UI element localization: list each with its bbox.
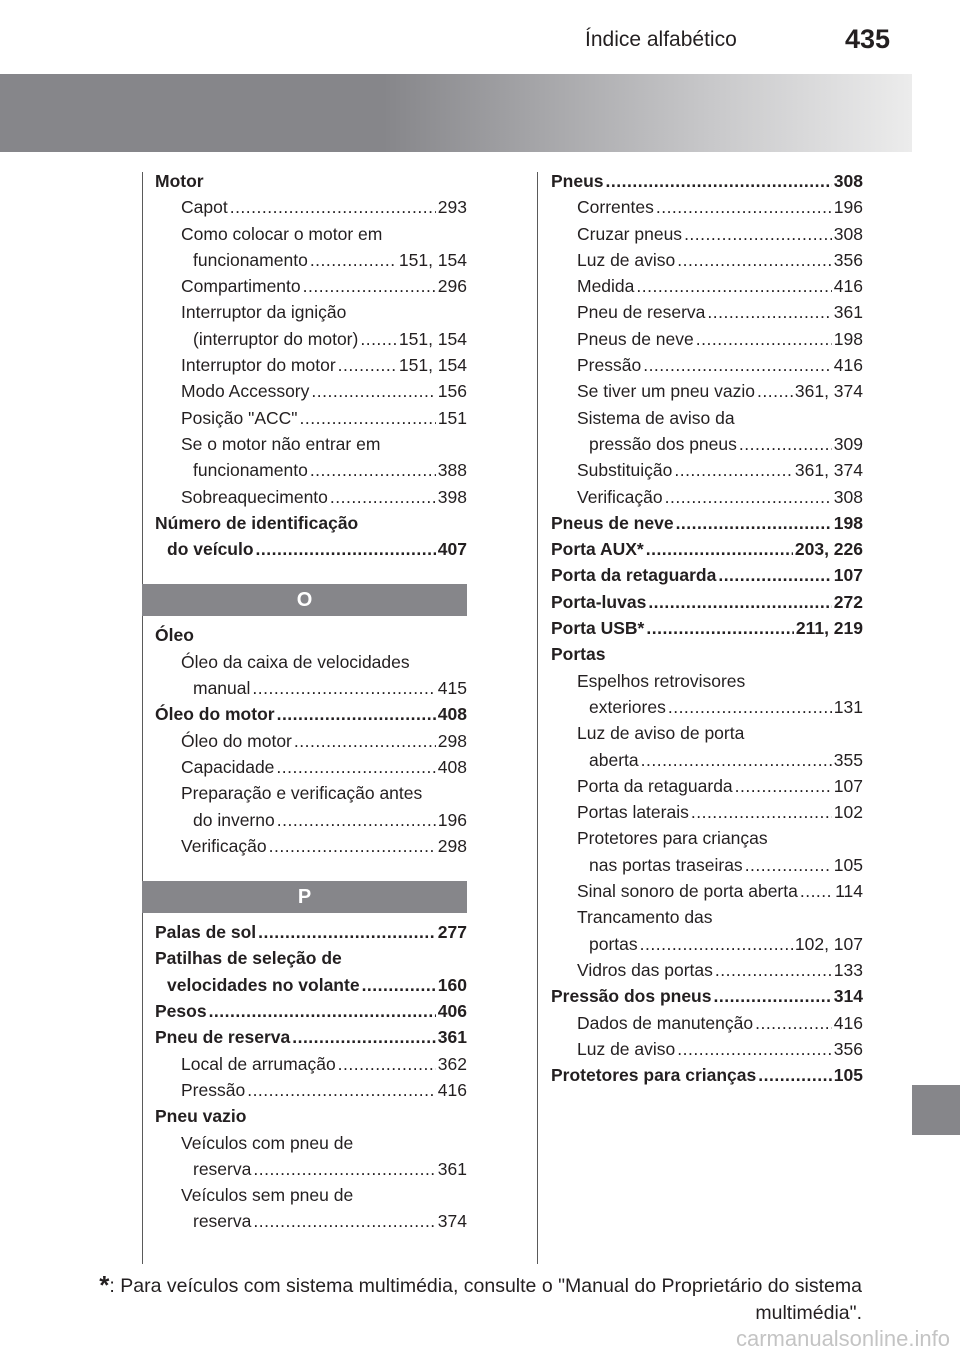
dot-leader [656, 194, 832, 220]
index-entry [551, 352, 863, 378]
dot-leader [718, 562, 831, 588]
index-entry [155, 701, 467, 727]
dot-leader [739, 431, 832, 457]
entry-term: Correntes [577, 197, 654, 218]
entry-page-number: 309 [833, 433, 863, 454]
right-index-column [551, 168, 863, 1088]
dot-leader [303, 273, 436, 299]
entry-term: Pneu de reserva [577, 302, 706, 323]
dot-leader [755, 1010, 832, 1036]
entry-page-number: 105 [833, 854, 863, 875]
entry-term: Porta USB* [551, 618, 645, 639]
dot-leader [745, 852, 832, 878]
index-entry [155, 1208, 467, 1234]
index-entry [155, 378, 467, 404]
entry-page-number: 105 [833, 1065, 863, 1086]
dot-leader [330, 484, 436, 510]
entry-term: exteriores [589, 696, 666, 717]
entry-page-number: 151, 154 [398, 355, 467, 376]
dot-leader [641, 747, 832, 773]
entry-page-number: 308 [833, 486, 863, 507]
index-entry [155, 221, 467, 247]
entry-page-number: 198 [833, 512, 863, 533]
index-entry [551, 299, 863, 325]
entry-term: pressão dos pneus [589, 433, 737, 454]
index-entry [551, 484, 863, 510]
entry-term: Porta da retaguarda [577, 775, 733, 796]
index-entry [551, 668, 863, 694]
entry-page-number: 374 [437, 1211, 467, 1232]
dot-leader [757, 378, 793, 404]
dot-leader [713, 983, 831, 1009]
entry-page-number: 416 [833, 355, 863, 376]
entry-term: Pneus de neve [577, 328, 694, 349]
entry-term: Óleo [155, 625, 194, 646]
dot-leader [277, 807, 436, 833]
entry-page-number: 107 [833, 565, 863, 586]
entry-term: Portas [551, 644, 606, 665]
index-entry [155, 1182, 467, 1208]
entry-page-number: 102 [833, 802, 863, 823]
entry-term: Porta AUX* [551, 539, 644, 560]
entry-page-number: 362 [437, 1053, 467, 1074]
entry-page-number: 133 [833, 959, 863, 980]
dot-leader [253, 1208, 435, 1234]
dot-leader [258, 919, 436, 945]
entry-term: Luz de aviso [577, 249, 676, 270]
dot-leader [646, 536, 793, 562]
dot-leader [674, 457, 793, 483]
entry-term: Se o motor não entrar em [181, 433, 381, 454]
entry-term: Preparação e verificação antes [181, 783, 423, 804]
index-entry [155, 536, 467, 562]
entry-term: aberta [589, 749, 639, 770]
dot-leader [646, 615, 793, 641]
index-entry [155, 649, 467, 675]
index-entry [551, 431, 863, 457]
index-entry [551, 1010, 863, 1036]
entry-page-number: 198 [833, 328, 863, 349]
left-column-rule [142, 172, 143, 1264]
entry-page-number: 408 [437, 704, 467, 725]
entry-term: reserva [193, 1158, 252, 1179]
entry-page-number: 308 [833, 223, 863, 244]
entry-page-number: 361 [437, 1158, 467, 1179]
entry-page-number: 151 [437, 407, 467, 428]
index-entry [551, 694, 863, 720]
side-thumb-tab [912, 1085, 960, 1135]
entry-page-number: 398 [437, 486, 467, 507]
watermark: carmanualsonline.info [735, 1326, 950, 1351]
dot-leader [294, 728, 436, 754]
dot-leader [758, 1062, 832, 1088]
index-entry [551, 799, 863, 825]
index-entry [155, 510, 467, 536]
header-title: Índice alfabético [585, 28, 737, 51]
entry-term: Pressão dos pneus [551, 986, 712, 1007]
dot-leader [643, 352, 832, 378]
entry-term: funcionamento [193, 460, 308, 481]
entry-page-number: 361 [833, 302, 863, 323]
entry-term: Luz de aviso de porta [577, 723, 745, 744]
entry-page-number: 107 [833, 775, 863, 796]
entry-term: velocidades no volante [167, 974, 360, 995]
index-entry [551, 273, 863, 299]
footnote [92, 1272, 862, 1327]
index-entry [551, 773, 863, 799]
dot-leader [362, 972, 436, 998]
dot-leader [676, 510, 832, 536]
dot-leader [648, 589, 831, 615]
dot-leader [252, 675, 435, 701]
entry-term: Capacidade [181, 756, 275, 777]
index-entry [551, 326, 863, 352]
entry-page-number: 114 [835, 881, 863, 902]
entry-term: Número de identificação [155, 512, 359, 533]
index-entry [155, 1103, 467, 1129]
entry-term: Pneu vazio [155, 1106, 247, 1127]
entry-term: Óleo da caixa de velocidades [181, 651, 410, 672]
entry-term: Interruptor do motor [181, 355, 336, 376]
entry-page-number: 102, 107 [794, 933, 863, 954]
dot-leader [310, 247, 397, 273]
entry-term: Modo Accessory [181, 381, 310, 402]
index-entry [155, 194, 467, 220]
index-entry [155, 728, 467, 754]
dot-leader [707, 299, 831, 325]
dot-leader [696, 326, 832, 352]
entry-page-number: 361 [437, 1027, 467, 1048]
index-entry [155, 457, 467, 483]
index-entry [551, 405, 863, 431]
dot-leader [606, 168, 832, 194]
entry-page-number: 388 [437, 460, 467, 481]
index-entry [551, 904, 863, 930]
entry-page-number: 298 [437, 835, 467, 856]
index-entry [551, 457, 863, 483]
index-entry [551, 510, 863, 536]
index-entry [155, 484, 467, 510]
dot-leader [277, 701, 436, 727]
index-entry [551, 247, 863, 273]
dot-leader [677, 247, 832, 273]
entry-page-number: 196 [833, 197, 863, 218]
entry-term: Veículos sem pneu de [181, 1185, 354, 1206]
index-entry [551, 589, 863, 615]
entry-page-number: 415 [437, 678, 467, 699]
entry-page-number: 308 [833, 171, 863, 191]
index-entry [155, 1130, 467, 1156]
index-entry [155, 405, 467, 431]
entry-page-number: 298 [437, 730, 467, 751]
entry-term: manual [193, 678, 251, 699]
entry-page-number: 361, 374 [794, 460, 863, 481]
index-entry [155, 807, 467, 833]
index-entry [551, 615, 863, 641]
entry-term: Pressão [577, 355, 642, 376]
index-entry [155, 919, 467, 945]
entry-page-number: 211, 219 [795, 618, 863, 639]
section-header-p: P [142, 881, 467, 913]
entry-term: Substituição [577, 460, 673, 481]
index-entry [155, 972, 467, 998]
entry-page-number: 416 [833, 276, 863, 297]
entry-page-number: 151, 154 [398, 249, 467, 270]
index-entry [551, 641, 863, 667]
entry-page-number: 406 [437, 1001, 467, 1022]
entry-page-number: 314 [833, 986, 863, 1007]
entry-term: nas portas traseiras [589, 854, 743, 875]
entry-term: Capot [181, 197, 228, 218]
index-entry [155, 431, 467, 457]
index-entry [551, 878, 863, 904]
entry-term: Cruzar pneus [577, 223, 683, 244]
entry-term: Portas laterais [577, 802, 689, 823]
entry-page-number: 416 [833, 1012, 863, 1033]
entry-term: Como colocar o motor em [181, 223, 383, 244]
index-entry [551, 536, 863, 562]
index-entry [155, 1024, 467, 1050]
entry-term: Medida [577, 276, 635, 297]
dot-leader [300, 405, 436, 431]
index-entry [551, 562, 863, 588]
section-header-o: O [142, 584, 467, 616]
dot-leader [640, 931, 793, 957]
index-entry [155, 247, 467, 273]
dot-leader [677, 1036, 832, 1062]
index-entry [155, 273, 467, 299]
index-entry [155, 1077, 467, 1103]
entry-term: Pneus de neve [551, 512, 674, 533]
index-entry [155, 168, 467, 194]
entry-term: Porta-luvas [551, 591, 647, 612]
dot-leader [292, 1024, 436, 1050]
entry-term: Veículos com pneu de [181, 1132, 354, 1153]
dot-leader [253, 1156, 435, 1182]
entry-page-number: 356 [833, 1038, 863, 1059]
dot-leader [247, 1077, 436, 1103]
entry-term: Luz de aviso [577, 1038, 676, 1059]
dot-leader [310, 457, 436, 483]
entry-term: Patilhas de seleção de [155, 948, 342, 969]
left-index-column [155, 168, 467, 1235]
entry-term: Sobreaquecimento [181, 486, 328, 507]
index-entry [551, 957, 863, 983]
index-entry [155, 622, 467, 648]
page-header [0, 0, 960, 64]
index-entry [551, 931, 863, 957]
entry-term: Verificação [181, 835, 267, 856]
entry-term: Protetores para crianças [551, 1065, 757, 1086]
entry-page-number: 151, 154 [398, 328, 467, 349]
entry-term: Local de arrumação [181, 1053, 336, 1074]
entry-term: Pressão [181, 1079, 246, 1100]
index-entry [155, 754, 467, 780]
dot-leader [256, 536, 436, 562]
dot-leader [800, 878, 833, 904]
entry-term: Pneus [551, 171, 604, 191]
entry-page-number: 408 [437, 756, 467, 777]
index-entry [551, 194, 863, 220]
index-entry [551, 983, 863, 1009]
page-number: 435 [844, 24, 890, 54]
entry-page-number: 361, 374 [794, 381, 863, 402]
dot-leader [691, 799, 832, 825]
index-entry [551, 825, 863, 851]
entry-page-number: 293 [437, 197, 467, 218]
index-entry [551, 1036, 863, 1062]
index-entry [551, 747, 863, 773]
dot-leader [338, 352, 397, 378]
footnote-marker: * [99, 1270, 110, 1300]
index-entry [155, 833, 467, 859]
entry-page-number: 356 [833, 249, 863, 270]
entry-page-number: 156 [437, 381, 467, 402]
entry-page-number: 416 [437, 1079, 467, 1100]
dot-leader [209, 998, 436, 1024]
dot-leader [276, 754, 435, 780]
entry-term: do inverno [193, 809, 275, 830]
entry-page-number: 296 [437, 276, 467, 297]
entry-term: Palas de sol [155, 922, 257, 943]
entry-term: Óleo do motor [181, 730, 292, 751]
header-banner [0, 74, 912, 152]
dot-leader [636, 273, 831, 299]
entry-term: Sistema de aviso da [577, 407, 735, 428]
entry-term: portas [589, 933, 638, 954]
dot-leader [668, 694, 832, 720]
entry-term: funcionamento [193, 249, 308, 270]
index-entry [155, 945, 467, 971]
index-entry [551, 221, 863, 247]
entry-term: Interruptor da ignição [181, 302, 347, 323]
entry-term: Vidros das portas [577, 959, 713, 980]
entry-page-number: 160 [437, 974, 467, 995]
dot-leader [269, 833, 436, 859]
index-entry [155, 1156, 467, 1182]
index-entry [155, 675, 467, 701]
index-entry [155, 1051, 467, 1077]
entry-page-number: 407 [437, 539, 467, 560]
index-entry [551, 168, 863, 194]
entry-term: Verificação [577, 486, 663, 507]
middle-column-rule [537, 172, 538, 1264]
entry-term: Espelhos retrovisores [577, 670, 746, 691]
entry-term: Óleo do motor [155, 704, 275, 725]
dot-leader [665, 484, 832, 510]
dot-leader [360, 326, 397, 352]
index-entry [551, 720, 863, 746]
index-entry [551, 1062, 863, 1088]
entry-term: do veículo [167, 539, 254, 560]
entry-term: Pesos [155, 1001, 207, 1022]
index-entry [155, 998, 467, 1024]
entry-page-number: 277 [437, 922, 467, 943]
entry-term: (interruptor do motor) [193, 328, 359, 349]
entry-term: Pneu de reserva [155, 1027, 291, 1048]
index-entry [155, 352, 467, 378]
dot-leader [311, 378, 435, 404]
index-entry [155, 299, 467, 325]
entry-page-number: 355 [833, 749, 863, 770]
index-entry [551, 852, 863, 878]
entry-term: Trancamento das [577, 907, 713, 928]
entry-page-number: 131 [833, 696, 863, 717]
entry-term: Dados de manutenção [577, 1012, 754, 1033]
entry-term: reserva [193, 1211, 252, 1232]
dot-leader [684, 221, 832, 247]
dot-leader [338, 1051, 436, 1077]
index-entry [155, 326, 467, 352]
entry-page-number: 272 [833, 591, 863, 612]
index-entry [551, 378, 863, 404]
dot-leader [715, 957, 832, 983]
entry-term: Posição "ACC" [181, 407, 298, 428]
entry-term: Compartimento [181, 276, 301, 297]
entry-term: Protetores para crianças [577, 828, 768, 849]
entry-page-number: 196 [437, 809, 467, 830]
entry-term: Porta da retaguarda [551, 565, 717, 586]
footnote-text: : Para veículos com sistema multimédia, consulte o "Manual do Proprietário do sistema multimédia". [109, 1275, 862, 1324]
entry-term: Sinal sonoro de porta aberta [577, 881, 798, 902]
entry-term: Motor [155, 171, 204, 191]
dot-leader [735, 773, 832, 799]
index-entry [155, 780, 467, 806]
entry-term: Se tiver um pneu vazio [577, 381, 756, 402]
dot-leader [230, 194, 436, 220]
entry-page-number: 203, 226 [794, 539, 863, 560]
